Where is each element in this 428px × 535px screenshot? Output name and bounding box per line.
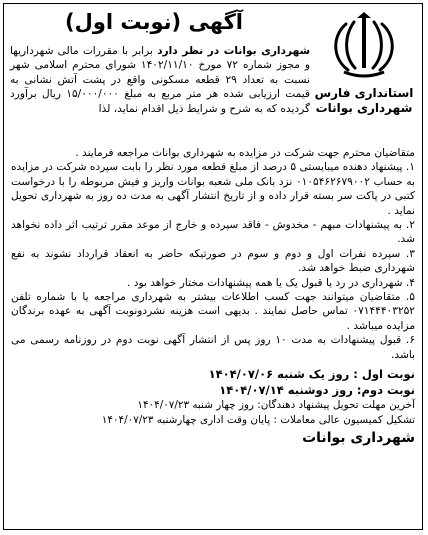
schedule-first: نوبت اول : روز یک شنبه ۱۴۰۴/۰۷/۰۶ — [208, 367, 415, 382]
condition-item: ۲. به پیشنهادات مبهم - مخدوش - فاقد سپرده و خارج از موعد مقرر ترتیب اثر داده نخواهد شد. — [11, 219, 415, 246]
notice-title: آگهی (نوبت اول) — [65, 10, 243, 34]
intro-text: متقاضیان محترم جهت شرکت در مزایده به شهرداری بوانات مراجعه فرمایند . — [75, 147, 415, 159]
condition-item: ۱. پیشنهاد دهنده میبایستی ۵ درصد از مبلغ قطعه مورد نظر را بابت سپرده شرکت در مزایده به حساب ۰۱۰۵۴۶۲۶۷۹۰۰۲ نزد بانک ملی شعبه بوانات واریز و فیش مربوطه را با درخواست کتبی در پاکت سر بسته قرار داده و از تاریخ انتشار آگهی به مدت ده روز به شهرداری تحویل نماید . — [11, 161, 415, 217]
iran-emblem-icon — [324, 10, 404, 80]
schedule-commission: تشکیل کمیسیون عالی معاملات : پایان وقت اداری چهارشنبه ۱۴۰۴/۰۷/۲۳ — [101, 413, 415, 426]
schedule-deadline: آخرین مهلت تحویل پیشنهاد دهندگان: روز چهار شنبه ۱۴۰۴/۰۷/۲۳ — [137, 399, 415, 412]
lead-paragraph — [10, 44, 310, 116]
lead-bold: شهرداری بوانات در نظر دارد — [157, 45, 310, 57]
schedule — [11, 366, 415, 427]
org-province: استانداری فارس — [314, 86, 414, 100]
org-municipality: شهرداری بوانات — [315, 101, 413, 115]
footer-signature: شهرداری بوانات — [302, 430, 415, 447]
schedule-second: نوبت دوم: روز دوشنبه ۱۴۰۴/۰۷/۱۴ — [219, 383, 415, 398]
lead-text: برابر با مقررات مالی شهرداریها و مجوز شماره ۷۲ مورخ ۱۴۰۲/۱۱/۱۰ شورای محترم اسلامی شهر نسبت به تعداد ۲۹ قطعه مسکونی واقع در پشت آتش نشانی به قیمت ارزیابی شده هر متر مربع به مبلغ ۱۵/۰۰۰/۰۰۰ ریال برآورد گردیده که به شرح و شرایط ذیل اقدام نماید، لذا — [10, 45, 310, 115]
condition-item: ۶. قبول پیشنهادات به مدت ۱۰ روز پس از انتشار آگهی نوبت دوم در روزنامه رسمی می باشد. — [11, 334, 416, 361]
condition-item: ۴. شهرداری در رد یا قبول یک یا همه پیشنهادات مختار خواهد بود . — [127, 276, 415, 289]
condition-item: ۳. سپرده نفرات اول و دوم و سوم در صورتیکه حاضر به انعقاد قرارداد نشوند به نفع شهرداری ضبط خواهد شد. — [11, 247, 415, 275]
notice-body — [11, 146, 415, 448]
notice-frame — [3, 3, 423, 530]
condition-item: ۵. متقاضیان میتوانند جهت کسب اطلاعات بیشتر به شهرداری مراجعه یا با شماره تلفن ۰۷۱۴۴۴۰۳۲۵۲ تماس حاصل نمایند . بدیهی است هزینه نشردونوبت آگهی به عهده برندگان مزایده میباشد . — [11, 291, 415, 332]
organization-name — [312, 86, 416, 116]
